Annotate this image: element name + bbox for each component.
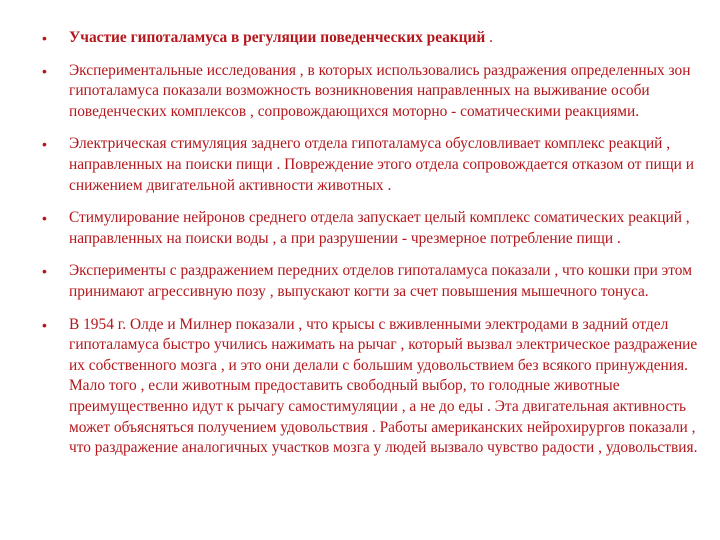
bullet-item-text: Стимулирование нейронов среднего отдела запускает целый комплекс соматических реакций , направленных на поиски воды , а при разрушении - чрезмерное потребление пищи .	[69, 209, 690, 247]
bullet-dot-icon: •	[42, 62, 47, 79]
bullet-item-text: В 1954 г. Олде и Милнер показали , что крысы с вживленными электродами в задний отдел гипоталамуса быстро учились нажимать на рычаг , который вызвал электрическое раздражение их собственного мозга , и это они делали с большим удовольствием без всякого принуждения. Мало того , если животным предоставить свободный выбор, то голодные животные преимущественно идут к рычагу самостимуляции , а не до еды . Эта двигательная активность может объясняться получением удовольствия . Работы американских нейрохирургов показали , что раздражение аналогичных участков мозга у людей вызвало чувство радости , удовольствия.	[69, 315, 698, 457]
bullet-item-posterior	[42, 134, 702, 196]
bullet-dot-icon: •	[42, 30, 47, 46]
bullet-item-experiments	[42, 61, 702, 123]
bullet-item-olds-milner	[42, 315, 702, 459]
bullet-item-text: Экспериментальные исследования , в которых использовались раздражения определенных зон гипоталамуса показали возможность возникновения направленных на выживание особи поведенческих комплексов , сопровождающихся моторно - соматическими реакциями.	[69, 61, 691, 120]
bullet-heading-suffix: .	[485, 29, 493, 46]
bullet-list	[42, 28, 702, 471]
bullet-item-text: Электрическая стимуляция заднего отдела гипоталамуса обусловливает комплекс реакций , направленных на поиски пищи . Повреждение этого отдела сопровождается отказом от пищи и снижением двигательной активности животных .	[69, 135, 694, 194]
bullet-item-anterior	[42, 261, 702, 302]
bullet-item-heading	[42, 28, 702, 49]
bullet-dot-icon: •	[42, 263, 47, 280]
bullet-dot-icon: •	[42, 210, 47, 227]
bullet-dot-icon: •	[42, 136, 47, 153]
bullet-item-text: Эксперименты с раздражением передних отделов гипоталамуса показали , что кошки при этом принимают агрессивную позу , выпускают когти за счет повышения мышечного тонуса.	[69, 262, 692, 300]
bullet-heading-text: Участие гипоталамуса в регуляции поведенческих реакций	[69, 29, 486, 46]
bullet-item-middle	[42, 208, 702, 249]
bullet-dot-icon: •	[42, 316, 47, 333]
